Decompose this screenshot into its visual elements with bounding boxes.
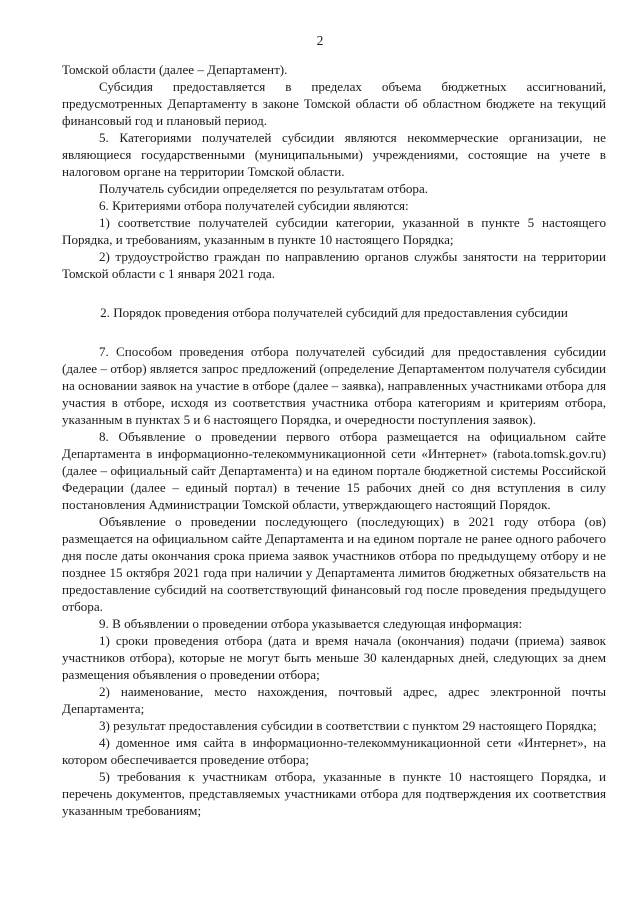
paragraph: Субсидия предоставляется в пределах объема бюджетных ассигнований, предусмотренных Департаменту в законе Томской области об областном бюджете на текущий финансовый год и плановый период. (62, 79, 606, 128)
paragraph: 6. Критериями отбора получателей субсидии являются: (99, 198, 409, 213)
paragraph: 5. Категориями получателей субсидии являются некоммерческие организации, не являющиеся государственными (муниципальными) учреждениями, состоящие на учете в налоговом органе на территории Томской области. (62, 130, 606, 179)
document-body (62, 61, 606, 819)
paragraph: 5) требования к участникам отбора, указанные в пункте 10 настоящего Порядка, и перечень документов, представляемых участниками отбора для подтверждения их соответствия указанным требованиям; (62, 769, 606, 818)
paragraph: 3) результат предоставления субсидии в соответствии с пунктом 29 настоящего Порядка; (99, 718, 597, 733)
paragraph: 2) наименование, место нахождения, почтовый адрес, адрес электронной почты Департамента; (62, 684, 606, 716)
paragraphs-after-section (62, 343, 606, 819)
paragraph: 9. В объявлении о проведении отбора указывается следующая информация: (99, 616, 523, 631)
paragraph: 1) сроки проведения отбора (дата и время начала (окончания) подачи (приема) заявок участников отбора), которые не могут быть меньше 30 календарных дней, следующих за днем размещения объявления о проведении отбора; (62, 633, 606, 682)
paragraph: 8. Объявление о проведении первого отбора размещается на официальном сайте Департамента в информационно-телекоммуникационной сети «Интернет» (rabota.tomsk.gov.ru) (далее – официальный сайт Департамента) и на едином портале бюджетной системы Российской Федерации (далее – единый портал) в течение 15 рабочих дней со дня вступления в силу постановления Администрации Томской области, утверждающего настоящий Порядок. (62, 429, 606, 512)
paragraph: Получатель субсидии определяется по результатам отбора. (99, 181, 429, 196)
paragraph: Томской области (далее – Департамент). (62, 62, 288, 77)
paragraph: 4) доменное имя сайта в информационно-телекоммуникационной сети «Интернет», на котором обеспечивается проведение отбора; (62, 735, 606, 767)
paragraphs-before-section (62, 61, 606, 282)
paragraph: 1) соответствие получателей субсидии категории, указанной в пункте 5 настоящего Порядка, и требованиям, указанным в пункте 10 настоящего Порядка; (62, 215, 606, 247)
section-heading: 2. Порядок проведения отбора получателей субсидий для предоставления субсидии (100, 305, 568, 320)
paragraph: 7. Способом проведения отбора получателей субсидий для предоставления субсидии (далее – отбор) является запрос предложений (определение Департаментом получателя субсидии на основании заявок на участие в отборе (далее – заявка), направленных участниками отбора для участия в отборе, исходя из соответствия участника отбора категориям и критериям отбора, указанным в пунктах 5 и 6 настоящего Порядка, и очередности поступления заявок). (62, 344, 606, 427)
paragraph: Объявление о проведении последующего (последующих) в 2021 году отбора (ов) размещается на официальном сайте Департамента и на едином портале не ранее одного рабочего дня после даты окончания срока приема заявок участников отбора по предыдущему отбору и не позднее 15 октября 2021 года при наличии у Департамента лимитов бюджетных обязательств на предоставление субсидий на соответствующий финансовый год после проведения предыдущего отбора. (62, 514, 606, 614)
paragraph: 2) трудоустройство граждан по направлению органов службы занятости на территории Томской области с 1 января 2021 года. (62, 249, 606, 281)
page-number: 2 (316, 33, 324, 48)
